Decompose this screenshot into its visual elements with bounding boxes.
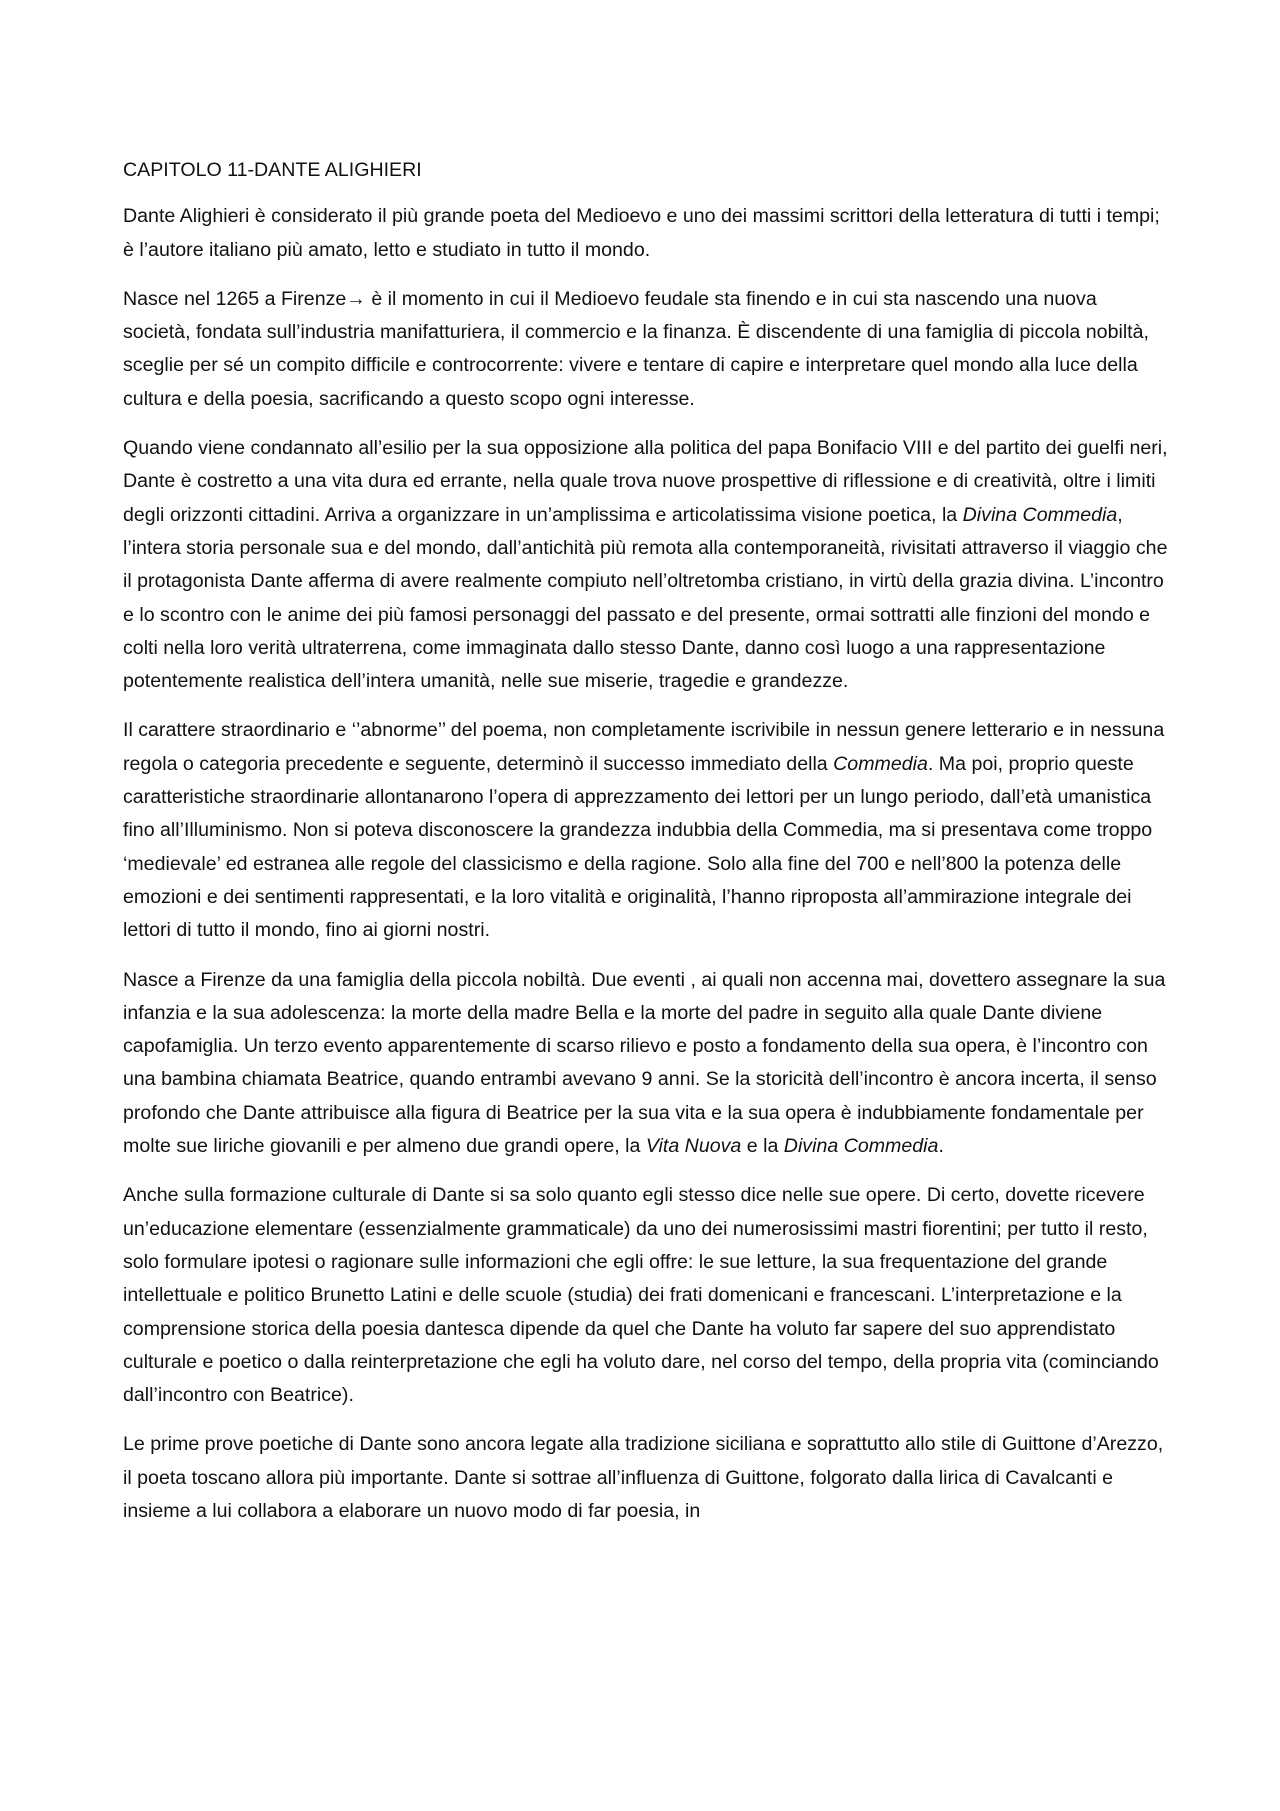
text-run: Il carattere straordinario e ‘’abnorme’’ del poema, non completamente iscrivibile in nessun genere letterario e in nessuna regola o categoria precedente e seguente, determinò il successo immediato della — [123, 719, 1165, 775]
text-run: , l’intera storia personale sua e del mondo, dall’antichità più remota alla contemporaneità, rivisitati attraverso il viaggio che il protagonista Dante afferma di avere realmente compiuto nell’oltretomba cristiano, in virtù della grazia divina. L’incontro e lo scontro con le anime dei più famosi personaggi del passato e del presente, ormai sottratti alle finzioni del mondo e colti nella loro verità ultraterrena, come immaginata dallo stesso Dante, danno così luogo a una rappresentazione potentemente realistica dell’intera umanità, nelle sue miserie, tragedie e grandezze. — [123, 503, 1168, 693]
italic-text-run: Divina Commedia — [783, 1135, 939, 1158]
paragraph — [123, 964, 1168, 1164]
paragraph — [123, 714, 1168, 947]
paragraph — [123, 432, 1168, 698]
chapter-title: CAPITOLO 11-DANTE ALIGHIERI — [123, 159, 422, 181]
text-run: Quando viene condannato all’esilio per la sua opposizione alla politica del papa Bonifacio VIII e del partito dei guelfi neri, Dante è costretto a una vita dura ed errante, nella quale trova nuove prospettive di riflessione e di creatività, oltre i limiti degli orizzonti cittadini. Arriva a organizzare in un’amplissima e articolatissima visione poetica, la — [123, 437, 1168, 526]
italic-text-run: Commedia — [833, 752, 928, 775]
paragraph-container — [123, 200, 1168, 1528]
text-run: Le prime prove poetiche di Dante sono ancora legate alla tradizione siciliana e soprattutto allo stile di Guittone d’Arezzo, il poeta toscano allora più importante. Dante si sottrae all’influenza di Guittone, folgorato dalla lirica di Cavalcanti e insieme a lui collabora a elaborare un nuovo modo di far poesia, in — [123, 1433, 1164, 1522]
text-run: Nasce nel 1265 a Firenze→ è il momento in cui il Medioevo feudale sta finendo e in cui sta nascendo una nuova società, fondata sull’industria manifatturiera, il commercio e la finanza. È discendente di una famiglia di piccola nobiltà, sceglie per sé un compito difficile e controcorrente: vivere e tentare di capire e interpretare quel mondo alla luce della cultura e della poesia, sacrificando a questo scopo ogni interesse. — [123, 287, 1149, 410]
italic-text-run: Divina Commedia — [962, 503, 1118, 526]
paragraph — [123, 1179, 1168, 1412]
text-run: . Ma poi, proprio queste caratteristiche straordinarie allontanarono l’opera di apprezzamento dei lettori per un lungo periodo, dall’età umanistica fino all’Illuminismo. Non si poteva disconoscere la grandezza indubbia della Commedia, ma si presentava come troppo ‘medievale’ ed estranea alle regole del classicismo e della ragione. Solo alla fine del 700 e nell’800 la potenza delle emozioni e dei sentimenti rappresentati, e la loro vitalità e originalità, l’hanno riproposta all’ammirazione integrale dei lettori di tutto il mondo, fino ai giorni nostri. — [123, 752, 1153, 942]
paragraph — [123, 283, 1168, 416]
text-run: Dante Alighieri è considerato il più grande poeta del Medioevo e uno dei massimi scrittori della letteratura di tutti i tempi; è l’autore italiano più amato, letto e studiato in tutto il mondo. — [123, 205, 1160, 261]
text-run: Nasce a Firenze da una famiglia della piccola nobiltà. Due eventi , ai quali non accenna mai, dovettero assegnare la sua infanzia e la sua adolescenza: la morte della madre Bella e la morte del padre in seguito alla quale Dante diviene capofamiglia. Un terzo evento apparentemente di scarso rilievo e posto a fondamento della sua opera, è l’incontro con una bambina chiamata Beatrice, quando entrambi avevano 9 anni. Se la storicità dell’incontro è ancora incerta, il senso profondo che Dante attribuisce alla figura di Beatrice per la sua vita e la sua opera è indubbiamente fondamentale per molte sue liriche giovanili e per almeno due grandi opere, la — [123, 968, 1166, 1158]
text-run: e la — [741, 1135, 784, 1158]
text-run: Anche sulla formazione culturale di Dante si sa solo quanto egli stesso dice nelle sue opere. Di certo, dovette ricevere un’educazione elementare (essenzialmente grammaticale) da uno dei numerosissimi mastri fiorentini; per tutto il resto, solo formulare ipotesi o ragionare sulle informazioni che egli offre: le sue letture, la sua frequentazione del grande intellettuale e politico Brunetto Latini e delle scuole (studia) dei frati domenicani e francescani. L’interpretazione e la comprensione storica della poesia dantesca dipende da quel che Dante ha voluto far sapere del suo apprendistato culturale e poetico o dalla reinterpretazione che egli ha voluto dare, nel corso del tempo, della propria vita (cominciando dall’incontro con Beatrice). — [123, 1184, 1159, 1407]
document-body — [123, 154, 1168, 1544]
paragraph — [123, 200, 1168, 267]
paragraph — [123, 1428, 1168, 1528]
italic-text-run: Vita Nuova — [645, 1135, 742, 1158]
text-run: . — [938, 1135, 944, 1158]
